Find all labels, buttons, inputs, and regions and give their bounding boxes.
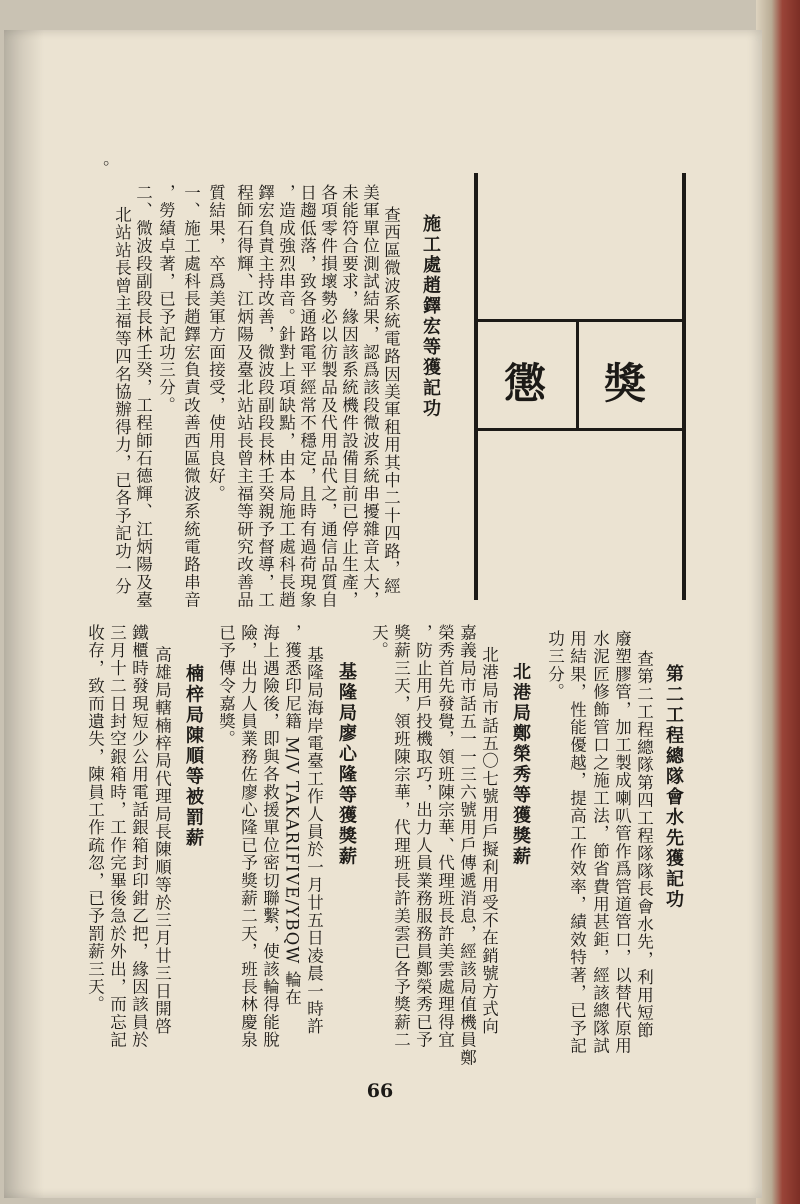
heading-construction-award: 施工處趙鐸宏等獲記功	[420, 214, 441, 419]
frame-middle-divider	[576, 319, 579, 431]
frame-top-rule	[474, 319, 686, 322]
article-line: 北港局市話五〇七號用戶擬利用受不在銷號方式向	[479, 646, 499, 1036]
article-line: 北站站長曾主福等四名協辦得力，已各予記功一分	[112, 206, 132, 596]
heading-beigang-award: 北港局鄭榮秀等獲獎薪	[510, 662, 531, 867]
article-line: 查第二工程總隊第四工程隊隊長會水先，利用短節	[634, 650, 654, 1040]
section-title-frame	[474, 173, 686, 600]
article-line: 二、微波段副段長林壬癸，工程師石德輝、江炳陽及臺	[133, 184, 153, 609]
article-line: 收存，致而遺失，陳員工作疏忽，已予罰薪三天。	[85, 624, 105, 1014]
heading-keelung-award: 基隆局廖心隆等獲獎薪	[336, 662, 357, 867]
article-line: 三月十二日封空銀箱時，工作完畢後急於外出，而忘記	[107, 624, 127, 1049]
article-line: 日趨低落，致各通路電平經常不穩定，且時有過荷現象	[297, 184, 317, 609]
article-line: 功三分。	[545, 630, 565, 701]
article-line: 海上遇險後，即與各救援單位密切聯繫，使該輪得能脫	[260, 624, 280, 1049]
article-line: 一、施工處科長趙鐸宏負責改善西區微波系統電路串音	[181, 184, 201, 609]
article-line: 基隆局海岸電臺工作人員於一月廿五日凌晨一時許	[304, 646, 324, 1036]
article-line: 水泥匠修飾管口之施工法，節省費用甚鉅，經該總隊試	[590, 630, 610, 1055]
article-line: 。	[90, 160, 110, 178]
article-line: ，勞績卓著，已予記功三分。	[156, 184, 176, 415]
article-line: 廢塑膠管，加工製成喇叭管作爲管道管口，以替代原用	[612, 630, 632, 1055]
article-line: ，防止用戶投機取巧，出力人員業務服務員鄭榮秀已予	[413, 624, 433, 1049]
article-line: 查西區微波系統電路因美軍租用其中二十四路，經	[381, 206, 401, 596]
page-number: 66	[366, 1080, 394, 1102]
article-line: 美軍單位測試結果，認爲該段微波系統串擾雜音太大，	[360, 184, 380, 609]
article-line: 天。	[369, 624, 389, 660]
heading-second-engineering-award: 第二工程總隊會水先獲記功	[663, 664, 684, 910]
section-title-right-char: 獎	[604, 359, 647, 408]
book-edge	[756, 0, 800, 1204]
article-line: ，獲悉印尼籍 M/V TAKARIFIVE/YBQW 輪在	[282, 624, 302, 1007]
page-gutter-shadow	[4, 30, 44, 1198]
article-line: 榮秀首先發覺，領班陳宗華、代理班長許美雲處理得宜	[435, 624, 455, 1049]
article-line: ，造成強烈串音。針對上項缺點，由本局施工處科長趙	[276, 184, 296, 609]
heading-nanzi-penalty: 楠梓局陳順等被罰薪	[183, 664, 204, 849]
frame-right-border	[682, 173, 686, 600]
article-line: 獎薪三天，領班陳宗華，代理班長許美雲已各予獎薪二	[391, 624, 411, 1049]
article-line: 鐸宏負責主持改善，微波段副段長林壬癸親予督導，工	[255, 184, 275, 609]
article-line: 嘉義局市話五一一三六號用戶傳遞消息，經該局值機員鄭	[457, 624, 477, 1067]
article-line: 各項零件損壞勢必以彷製品及代用品代之，通信品質自	[318, 184, 338, 609]
article-line: 質結果，卒爲美軍方面接受，使用良好。	[206, 184, 226, 503]
article-line: 險，出力人員業務佐廖心隆已予獎薪二天，班長林慶泉	[238, 624, 258, 1049]
article-line: 鐵櫃時發現短少公用電話銀箱封印鉗乙把，緣因該員於	[129, 624, 149, 1049]
frame-left-border	[474, 173, 478, 600]
article-line: 用結果，性能優越，提高工作效率，績效特著，已予記	[567, 630, 587, 1055]
section-title-left-char: 懲	[504, 359, 547, 408]
article-line: 已予傳令嘉獎。	[216, 624, 236, 748]
article-line: 未能符合要求，緣因該系統機件設備目前已停止生產，	[339, 184, 359, 609]
article-line: 高雄局轄楠梓局代理局長陳順等於三月廿三日開啓	[152, 646, 172, 1036]
article-line: 程師石得輝、江炳陽及臺北站站長曾主福等研究改善品	[234, 184, 254, 609]
frame-bottom-rule	[474, 428, 686, 431]
